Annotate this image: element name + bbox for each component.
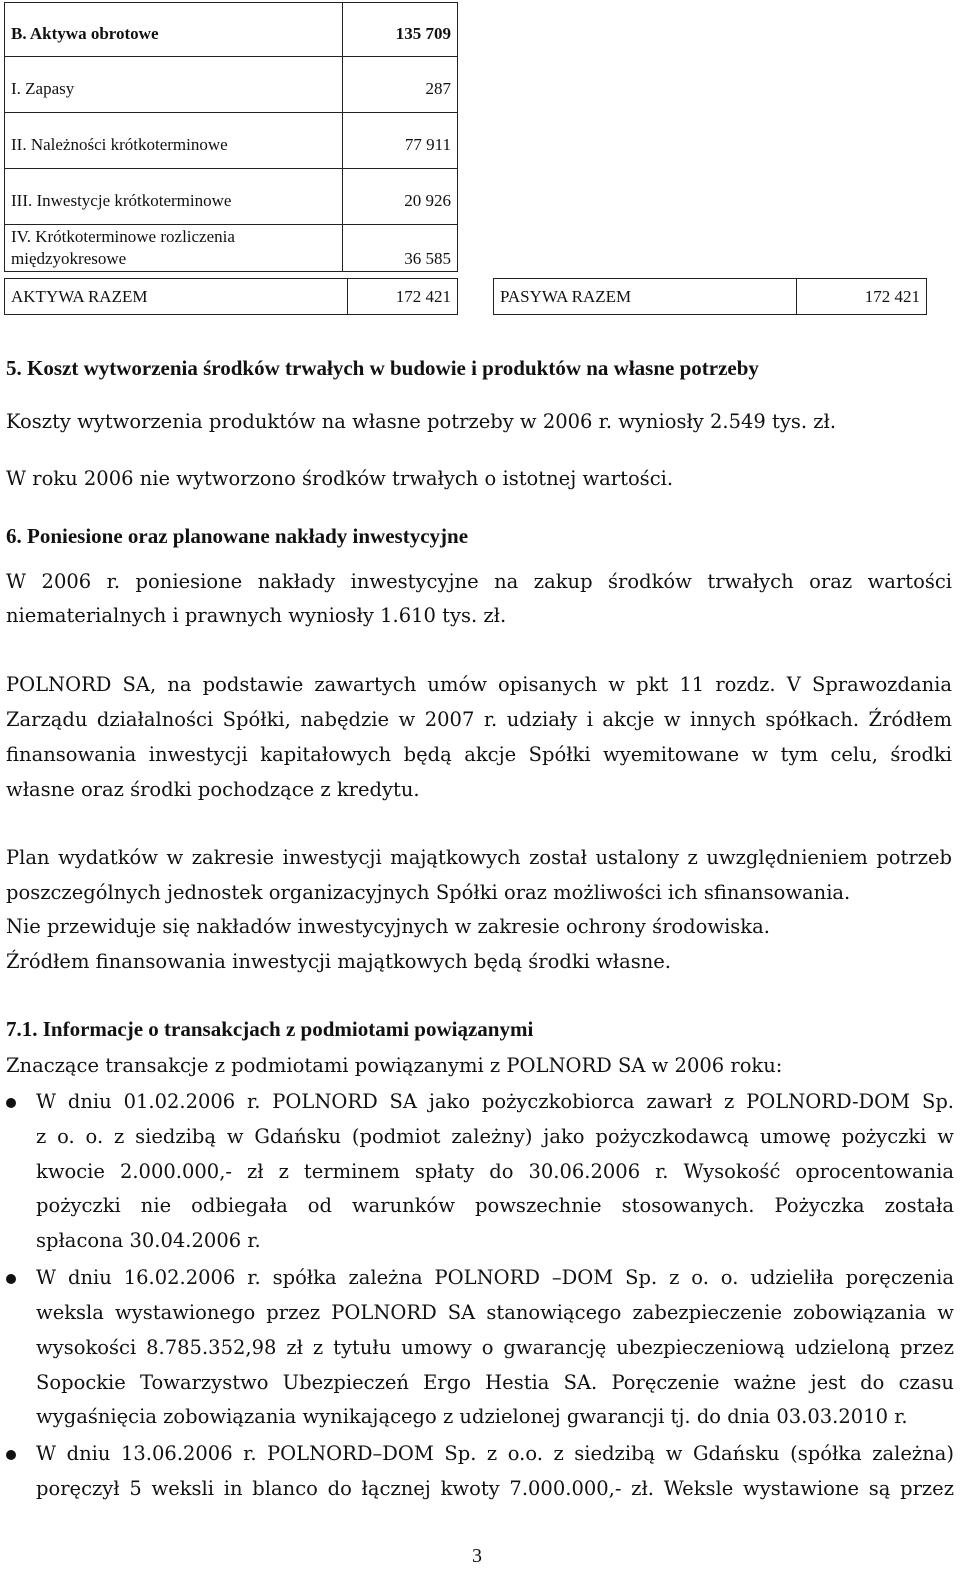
bullet-dot-icon: [6, 1098, 16, 1108]
bullet-2-line: W dniu 16.02.2006 r. spółka zależna POLNORD –DOM Sp. z o. o. udzieliła poręczenia: [36, 1266, 954, 1289]
bullet-dot-icon: [6, 1274, 16, 1284]
section6-heading: 6. Poniesione oraz planowane nakłady inwestycyjne: [6, 524, 469, 548]
page-number: 3: [472, 1545, 482, 1567]
bullet-1-line: z o. o. z siedzibą w Gdańsku (podmiot zależny) jako pożyczkodawcą umowę pożyczki w: [36, 1125, 954, 1148]
table-row: [5, 113, 458, 169]
bullet-2-line: Sopockie Towarzystwo Ubezpieczeń Ergo Hestia SA. Poręczenie ważne jest do czasu: [36, 1371, 954, 1394]
bullet-3-line: poręczył 5 weksli in blanco do łącznej kwoty 7.000.000,- zł. Weksle wystawione są przez: [36, 1477, 954, 1500]
bullet-2-line: wygaśnięcia zobowiązania wynikającego z udzielonej gwarancji tj. do dnia 03.03.2010 r.: [36, 1405, 908, 1428]
bullet-1-line: W dniu 01.02.2006 r. POLNORD SA jako pożyczkobiorca zawarł z POLNORD-DOM Sp.: [36, 1090, 954, 1113]
row-value: 36 585: [342, 225, 457, 272]
row-label: [5, 225, 343, 272]
assets-total-label: AKTYWA RAZEM: [5, 279, 348, 315]
row-value: 77 911: [342, 113, 457, 169]
row-label-line1: IV. Krótkoterminowe rozliczenia: [11, 227, 235, 246]
section6-paragraph-2-line: POLNORD SA, na podstawie zawartych umów opisanych w pkt 11 rozdz. V Sprawozdania: [6, 673, 952, 696]
table-row: [5, 279, 458, 315]
row-label: I. Zapasy: [5, 57, 343, 113]
assets-total-table: [4, 278, 458, 315]
section7-heading: 7.1. Informacje o transakcjach z podmiotami powiązanymi: [6, 1017, 534, 1041]
bullet-2-line: wysokości 8.785.352,98 zł z tytułu umowy o gwarancję ubezpieczeniową udzieloną przez: [36, 1336, 954, 1359]
section6-paragraph-3-line: Plan wydatków w zakresie inwestycji majątkowych został ustalony z uwzględnieniem potrzeb: [6, 846, 952, 869]
section6-paragraph-2-line: finansowania inwestycji kapitałowych będą akcje Spółki wyemitowane w tym celu, środki: [6, 743, 952, 766]
bullet-3-line: W dniu 13.06.2006 r. POLNORD–DOM Sp. z o.o. z siedzibą w Gdańsku (spółka zależna): [36, 1442, 954, 1465]
row-label: III. Inwestycje krótkoterminowe: [5, 169, 343, 225]
table-row: [5, 225, 458, 272]
section6-paragraph-3-line: Nie przewiduje się nakładów inwestycyjnych w zakresie ochrony środowiska.: [6, 915, 770, 938]
row-value: 287: [342, 57, 457, 113]
section6-paragraph-3-line: Źródłem finansowania inwestycji majątkowych będą środki własne.: [6, 950, 672, 973]
table-row: [5, 57, 458, 113]
table-row: [5, 169, 458, 225]
section6-paragraph-1-line2: niematerialnych i prawnych wyniosły 1.610 tys. zł.: [6, 604, 507, 627]
table-row: [5, 3, 458, 57]
row-label: B. Aktywa obrotowe: [5, 3, 343, 57]
section6-paragraph-2-line: własne oraz środki pochodzące z kredytu.: [6, 778, 420, 801]
section7-intro: Znaczące transakcje z podmiotami powiązanymi z POLNORD SA w 2006 roku:: [6, 1054, 783, 1077]
row-label: II. Należności krótkoterminowe: [5, 113, 343, 169]
table-row: [494, 279, 927, 315]
bullet-2-line: weksla wystawionego przez POLNORD SA stanowiącego zabezpieczenie zobowiązania w: [36, 1301, 954, 1324]
bullet-1-line: spłacona 30.04.2006 r.: [36, 1229, 261, 1252]
section6-paragraph-3-line: poszczególnych jednostek organizacyjnych Spółki oraz możliwości ich sfinansowania.: [6, 881, 851, 904]
section5-heading: 5. Koszt wytworzenia środków trwałych w budowie i produktów na własne potrzeby: [6, 356, 759, 380]
row-value: 135 709: [342, 3, 457, 57]
assets-total-value: 172 421: [348, 279, 458, 315]
bullet-1-line: pożyczki nie odbiegała od warunków powszechnie stosowanych. Pożyczka została: [36, 1194, 954, 1217]
liabilities-total-table: [493, 278, 927, 315]
section5-paragraph-2: W roku 2006 nie wytworzono środków trwałych o istotnej wartości.: [6, 467, 674, 490]
assets-table: [4, 2, 458, 272]
row-value: 20 926: [342, 169, 457, 225]
row-label-line2: międzyokresowe: [11, 249, 127, 268]
bullet-dot-icon: [6, 1450, 16, 1460]
section6-paragraph-2-line: Zarządu działalności Spółki, nabędzie w 2007 r. udziały i akcje w innych spółkach. Źródłem: [6, 708, 952, 731]
section5-paragraph-1: Koszty wytworzenia produktów na własne potrzeby w 2006 r. wyniosły 2.549 tys. zł.: [6, 410, 837, 433]
section6-paragraph-1-line1: W 2006 r. poniesione nakłady inwestycyjne na zakup środków trwałych oraz wartości: [6, 570, 952, 593]
liabilities-total-value: 172 421: [797, 279, 927, 315]
liabilities-total-label: PASYWA RAZEM: [494, 279, 797, 315]
bullet-1-line: kwocie 2.000.000,- zł z terminem spłaty do 30.06.2006 r. Wysokość oprocentowania: [36, 1160, 954, 1183]
